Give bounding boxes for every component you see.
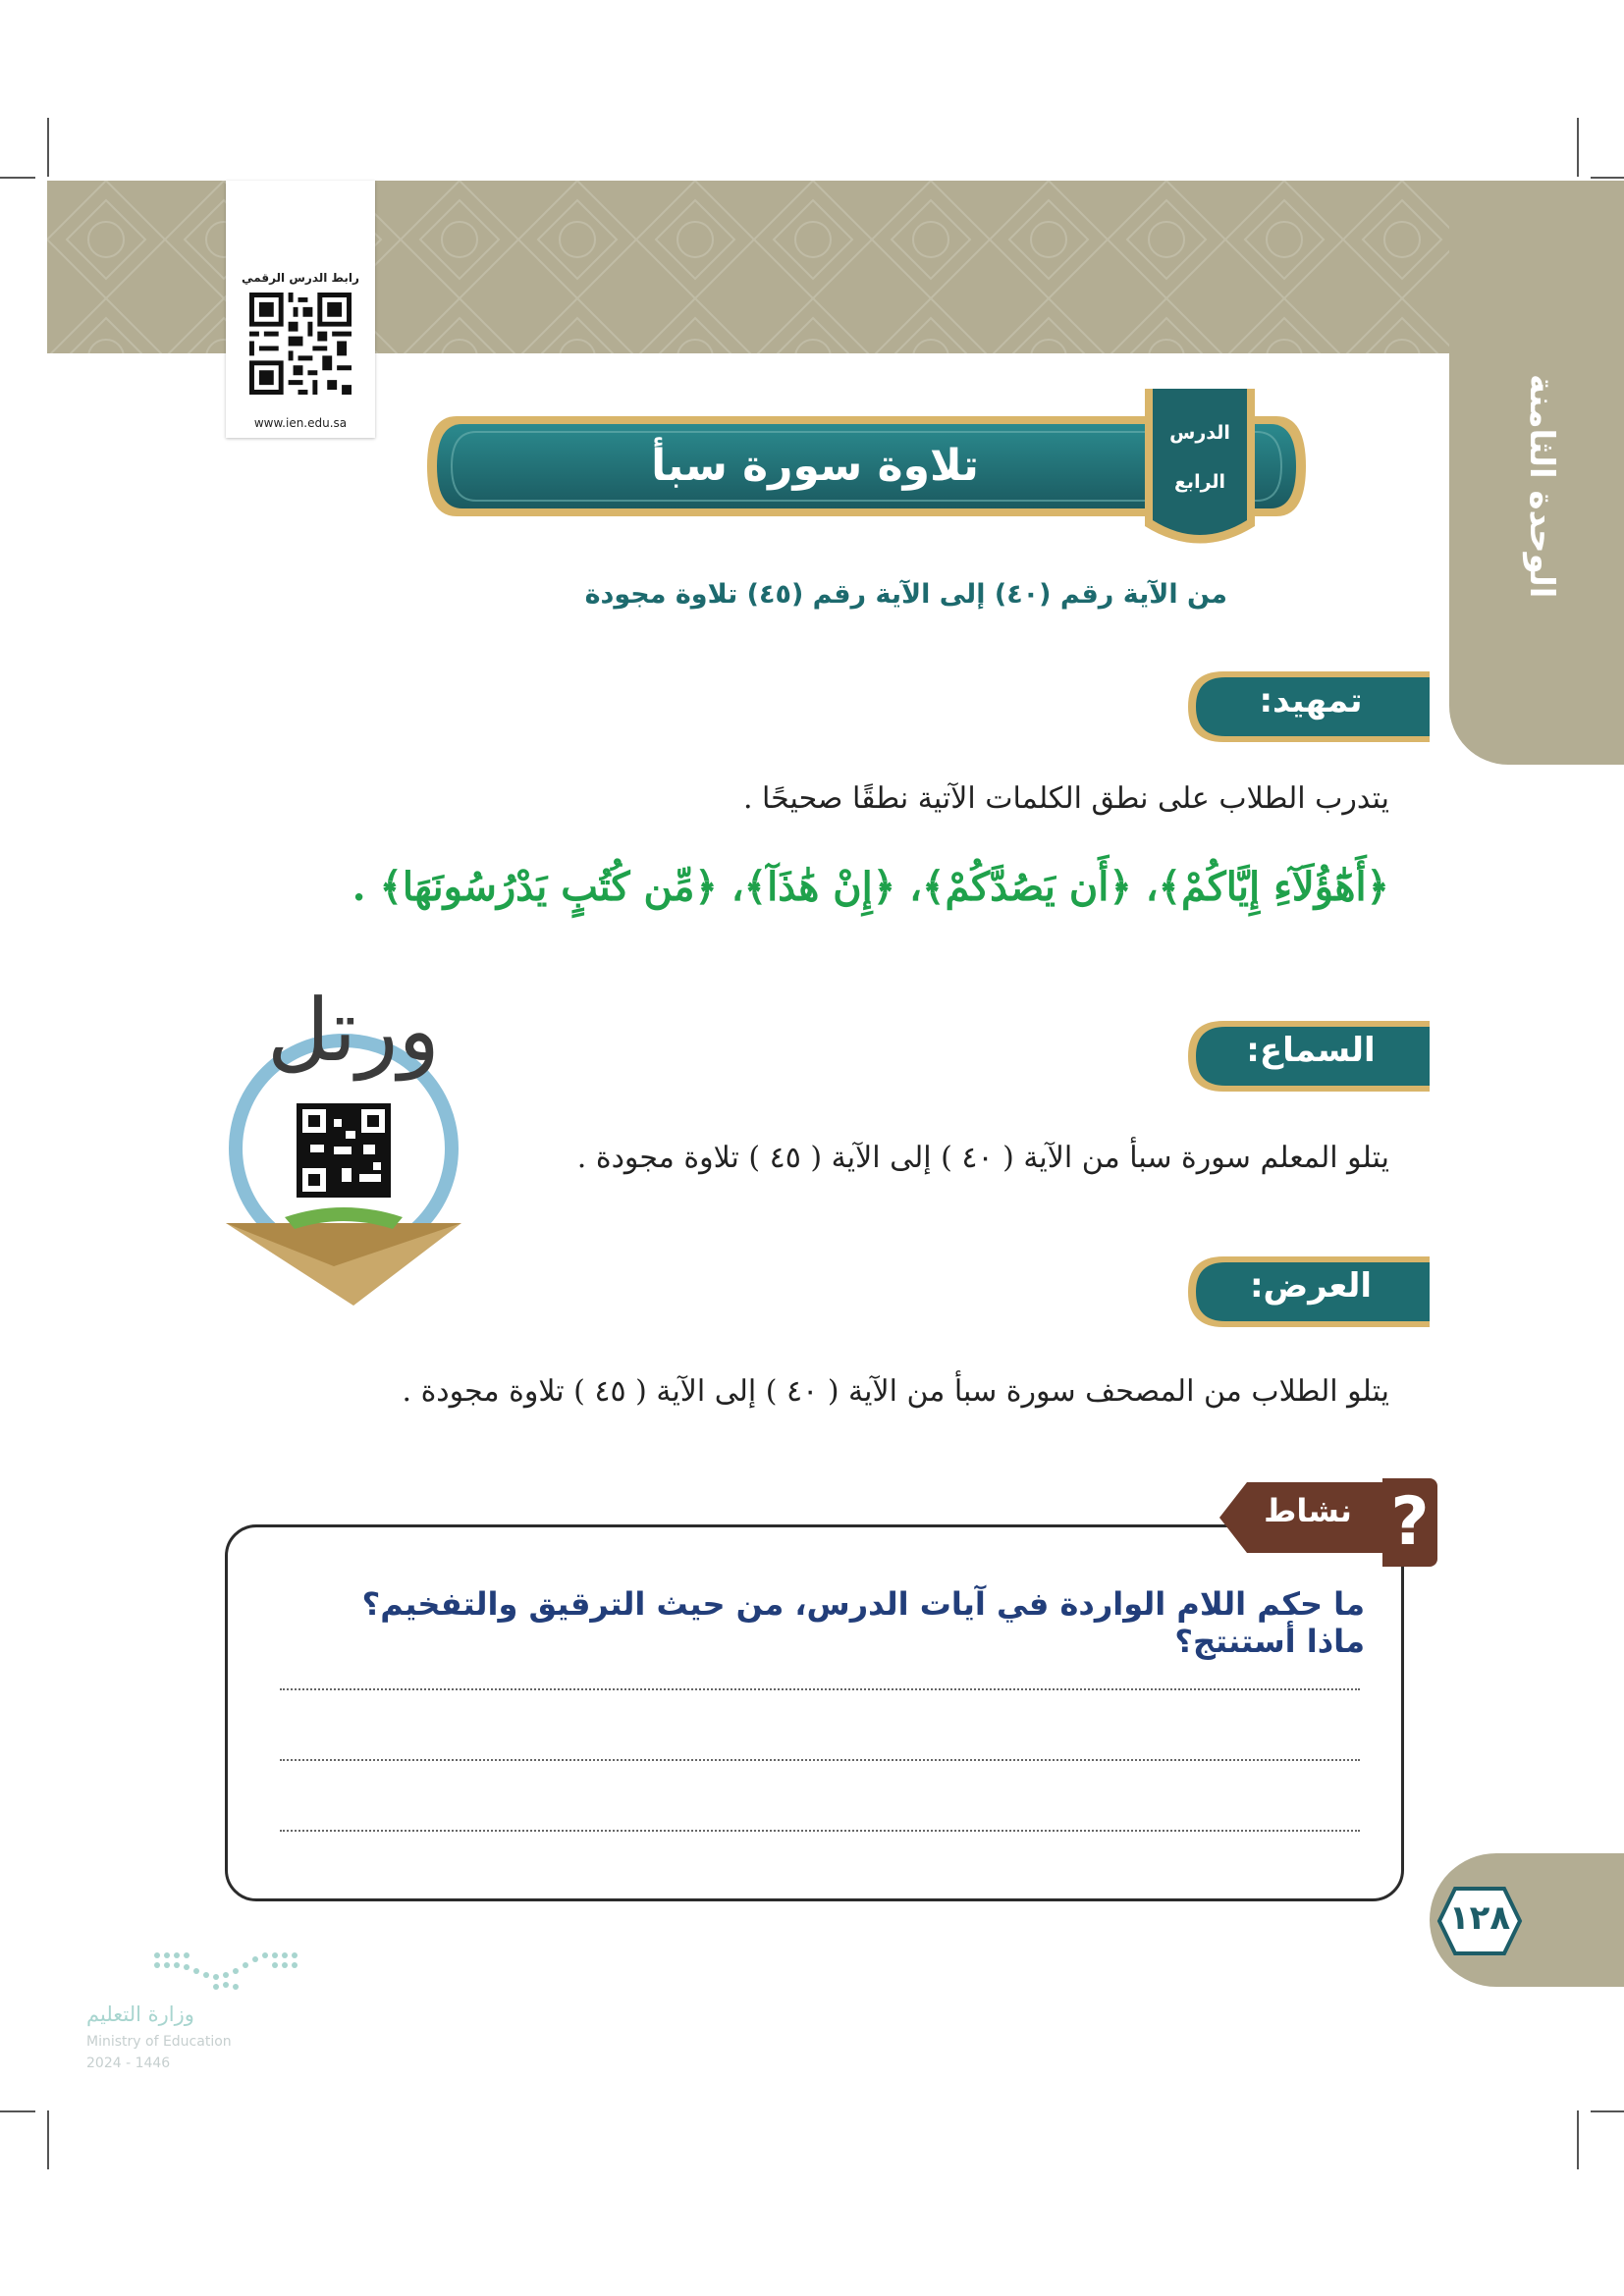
ministry-name-ar: وزارة التعليم (86, 2002, 194, 2026)
ministry-logo-icon (147, 1946, 304, 1995)
presentation-text: يتلو الطلاب من المصحف سورة سبأ من الآية ( ٤٠ ) إلى الآية ( ٤٥ ) تلاوة مجودة . (402, 1374, 1389, 1409)
recite-qr-emblem[interactable] (216, 972, 471, 1315)
activity-box (225, 1524, 1404, 1901)
qr-card-label: رابط الدرس الرقمي (242, 271, 359, 285)
quran-words: ﴿أَهَٰٓؤُلَآءِ إِيَّاكُمْ﴾، ﴿أَن يَصُدَّكُمْ﴾، ﴿إِنْ هَٰذَآ﴾، ﴿مِّن كُتُبٍ يَدْرُسُونَهَا﴾ . (352, 864, 1389, 910)
crop-mark (47, 118, 49, 177)
activity-label: نشاط (1264, 1492, 1352, 1529)
section-label-listening: السماع: (1246, 1031, 1376, 1070)
activity-question: ما حكم اللام الواردة في آيات الدرس، من حيث الترقيق والتفخيم؟ ماذا أستنتج؟ (361, 1585, 1365, 1660)
section-label-intro: تمهيد: (1259, 681, 1363, 721)
page-number: ١٢٨ (1448, 1898, 1511, 1938)
crop-mark (0, 177, 35, 179)
qr-card-url[interactable]: www.ien.edu.sa (253, 416, 348, 430)
ministry-name-en: Ministry of Education (86, 2034, 232, 2050)
crop-mark (1591, 2110, 1624, 2112)
crop-mark (47, 2110, 49, 2169)
answer-line[interactable] (280, 1759, 1360, 1761)
lesson-title: تلاوة سورة سبأ (651, 441, 979, 491)
section-label-presentation: العرض: (1249, 1266, 1373, 1306)
intro-text: يتدرب الطلاب على نطق الكلمات الآتية نطقًا صحيحًا . (742, 781, 1389, 816)
qr-code-icon[interactable] (249, 293, 352, 395)
unit-label: الوحدة الثامنة (1522, 373, 1561, 599)
recite-word: ورتل (266, 980, 441, 1081)
answer-line[interactable] (280, 1688, 1360, 1690)
badge-line1: الدرس (1169, 422, 1230, 444)
crop-mark (1591, 177, 1624, 179)
badge-line2: الرابع (1173, 471, 1226, 493)
ministry-year: 2024 - 1446 (86, 2056, 171, 2071)
digital-lesson-qr-card[interactable] (226, 181, 375, 438)
lesson-subtitle: من الآية رقم (٤٠) إلى الآية رقم (٤٥) تلاوة مجودة (584, 579, 1227, 610)
crop-mark (1577, 2110, 1579, 2169)
listening-text: يتلو المعلم سورة سبأ من الآية ( ٤٠ ) إلى الآية ( ٤٥ ) تلاوة مجودة . (576, 1141, 1389, 1175)
crop-mark (1577, 118, 1579, 177)
answer-line[interactable] (280, 1830, 1360, 1832)
question-mark-icon: ? (1382, 1478, 1437, 1567)
crop-mark (0, 2110, 35, 2112)
